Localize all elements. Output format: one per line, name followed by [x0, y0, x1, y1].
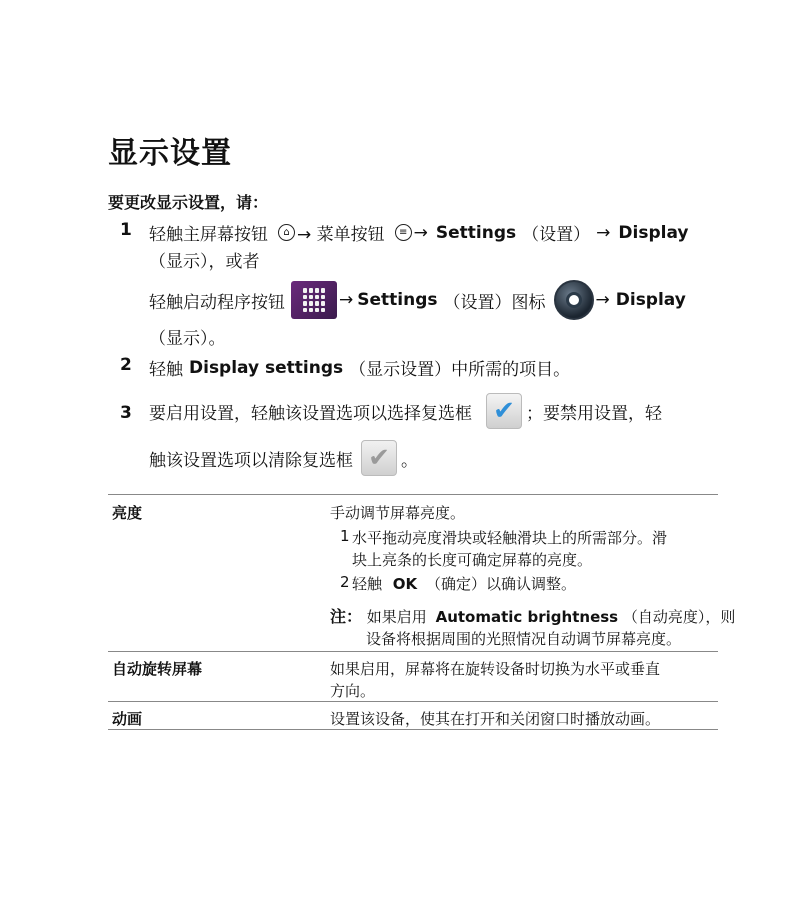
- row-animation-desc: 设置该设备，使其在打开和关闭窗口时播放动画。: [330, 710, 661, 728]
- table-rule-2: [108, 651, 718, 652]
- step-2-line: [149, 355, 570, 380]
- step-1b-arrow: →: [339, 290, 354, 310]
- row-brightness-desc: 手动调节屏幕亮度。: [330, 504, 466, 522]
- note-text-c: 设备将根据周围的光照情况自动调节屏幕亮度。: [366, 630, 682, 648]
- step-1-arrow: →: [413, 222, 428, 243]
- brightness-item-2-num: 2: [340, 573, 350, 591]
- step-3-text-c: 触该设置选项以清除复选框: [149, 450, 353, 471]
- page-title: 显示设置: [108, 136, 232, 171]
- brightness-note: [330, 604, 735, 627]
- step-3-number: 3: [120, 403, 132, 423]
- brightness-item-2-b: （确定）以确认调整。: [425, 575, 576, 593]
- step-2-text-a: 轻触: [149, 360, 183, 380]
- step-3-text-a: 要启用设置，轻触该设置选项以选择复选框: [149, 403, 472, 424]
- brightness-item-1-line-1: 水平拖动亮度滑块或轻触滑块上的所需部分。滑: [352, 529, 668, 547]
- brightness-item-1-line-2: 块上亮条的长度可确定屏幕的亮度。: [352, 551, 593, 569]
- step-1-line-3: [149, 280, 686, 320]
- brightness-item-1-num: 1: [340, 527, 350, 545]
- step-2-number: 2: [120, 355, 132, 375]
- checkbox-checked-icon: ✔: [486, 393, 522, 429]
- step-1-line-2: （显示），或者: [149, 252, 260, 272]
- row-autorotate-label: 自动旋转屏幕: [112, 660, 203, 678]
- step-1-text: 轻触主屏幕按钮: [149, 225, 268, 245]
- table-rule-3: [108, 701, 718, 702]
- brightness-item-2: [352, 573, 576, 594]
- step-1b-display: Display: [615, 290, 686, 310]
- step-3-text-b: ；要禁用设置，轻: [526, 403, 662, 424]
- step-1-arrow-2: →: [596, 222, 611, 243]
- brightness-item-2-a: 轻触: [352, 575, 383, 593]
- step-1-display: Display: [618, 222, 689, 243]
- row-autorotate-desc-2: 方向。: [330, 682, 376, 700]
- step-3-line-1: [149, 393, 662, 429]
- row-animation-label: 动画: [112, 710, 143, 728]
- note-automatic-brightness: Automatic brightness: [435, 608, 619, 626]
- step-1-settings-cn: （设置）: [522, 225, 591, 245]
- step-3-text-d: 。: [401, 450, 418, 471]
- note-label: 注：: [330, 607, 363, 626]
- step-3-line-2: [149, 440, 418, 476]
- checkbox-unchecked-icon: ✔: [361, 440, 397, 476]
- step-1-menu-text: → 菜单按钮: [297, 225, 385, 245]
- step-1b-arrow-2: →: [595, 290, 610, 310]
- table-bottom-rule: [108, 729, 718, 730]
- step-1b-icon-text: （设置）图标: [443, 292, 546, 313]
- row-autorotate-desc-1: 如果启用，屏幕将在旋转设备时切换为水平或垂直: [330, 660, 661, 678]
- table-top-rule: [108, 494, 718, 495]
- note-text-a: 如果启用: [366, 608, 427, 626]
- home-icon: ⌂: [278, 224, 295, 241]
- brightness-item-2-ok: OK: [392, 575, 418, 593]
- step-1-line-1: [149, 220, 689, 245]
- row-brightness-label: 亮度: [112, 504, 143, 522]
- step-1b-text: 轻触启动程序按钮: [149, 292, 285, 313]
- step-1-line-4: （显示）。: [149, 329, 226, 349]
- step-2-text-c: （显示设置）中所需的项目。: [349, 360, 571, 380]
- menu-icon: ≡: [395, 224, 412, 241]
- step-1-number: 1: [120, 220, 132, 240]
- settings-knob-icon: [554, 280, 594, 320]
- step-1-settings: Settings: [435, 222, 517, 243]
- step-2-display-settings: Display settings: [189, 357, 344, 378]
- intro-text: 要更改显示设置，请：: [108, 193, 269, 212]
- launcher-grid-icon: [291, 281, 337, 319]
- note-text-b: （自动亮度），则: [622, 608, 736, 626]
- step-1b-settings: Settings: [357, 290, 438, 310]
